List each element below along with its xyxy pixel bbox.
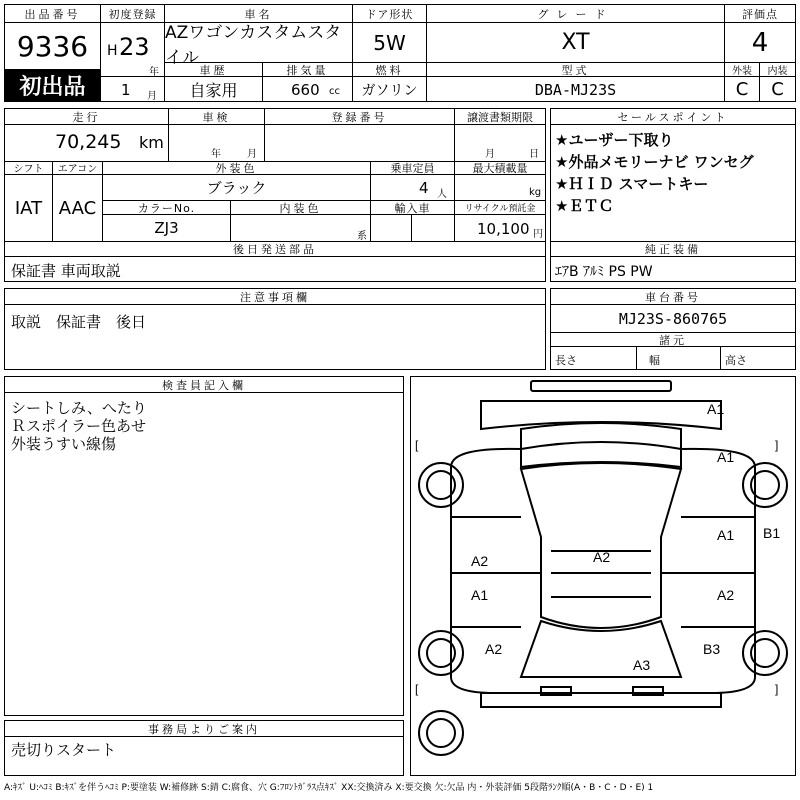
recycle-cell xyxy=(455,215,545,241)
int-color-cell xyxy=(231,215,371,241)
dims-width-label: 幅 xyxy=(649,354,660,367)
front-outline xyxy=(481,401,721,429)
car-name-value: AZワゴンカスタムスタイル xyxy=(165,23,353,63)
car-name-label: 車名 xyxy=(165,5,353,23)
first-reg-label: 初度登録 xyxy=(101,5,165,23)
damage-left-front-door: A2 xyxy=(471,553,489,569)
sales-point-4: ★ＥＴＣ xyxy=(555,197,614,215)
history-label: 車歴 xyxy=(165,63,263,77)
max-load-label: 最大積載量 xyxy=(455,161,545,175)
color-no-value: ZJ3 xyxy=(103,215,231,241)
damage-right-rear-door: A2 xyxy=(717,587,735,603)
shift-value: IAT xyxy=(5,175,53,241)
dims-label: 諸元 xyxy=(551,333,795,347)
interior-grade-value: C xyxy=(771,79,784,100)
notes-label: 注意事項欄 xyxy=(5,289,545,305)
equipment-label: 純正装備 xyxy=(551,241,795,257)
spare-wheel xyxy=(419,711,463,755)
delivery-label: 後日発送部品 xyxy=(5,241,545,257)
dims-height xyxy=(721,347,795,369)
front-glass xyxy=(521,423,681,449)
dims-length-label: 長さ xyxy=(555,354,577,367)
front-bumper-top xyxy=(531,381,671,391)
max-load-unit: kg xyxy=(529,187,542,198)
door-label: ドア形状 xyxy=(353,5,427,23)
transfer-cell xyxy=(455,125,545,161)
wheel-front-right xyxy=(743,463,787,507)
lot-number: 9336 xyxy=(5,23,101,69)
capacity-unit: 人 xyxy=(437,189,447,200)
info-block xyxy=(4,108,546,282)
model-value: DBA-MJ23S xyxy=(427,77,725,102)
damage-front-right-fender: A1 xyxy=(717,449,735,465)
transfer-month-unit: 月 xyxy=(485,149,495,160)
damage-front-bumper: A1 xyxy=(707,401,725,417)
bracket-right-top: ] xyxy=(775,438,779,452)
exterior-grade-value: C xyxy=(725,77,760,102)
first-reg-month-cell xyxy=(101,77,165,102)
sales-point-3: ★ＨＩＤ スマートキー xyxy=(555,175,709,193)
mileage-value: 70,245 xyxy=(55,131,122,153)
bracket-right-bottom: ] xyxy=(775,682,779,696)
inspection-cell xyxy=(169,125,265,161)
int-color-label: 内装色 xyxy=(231,201,371,215)
inspector-label: 検査員記入欄 xyxy=(5,377,403,393)
chassis-value: MJ23S-860765 xyxy=(551,305,795,333)
fuel-value: ガソリン xyxy=(353,77,427,102)
score-value: 4 xyxy=(725,23,795,63)
sales-point-1: ★ユーザー下取り xyxy=(555,131,674,149)
inspector-line-3: 外装うすい線傷 xyxy=(11,435,117,453)
reg-number-cell xyxy=(265,125,455,161)
fuel-label: 燃料 xyxy=(353,63,427,77)
office-block xyxy=(4,720,404,776)
aircon-value: AAC xyxy=(53,175,103,241)
inspection-year-unit: 年 xyxy=(211,149,221,160)
inspection-label: 車検 xyxy=(169,109,265,125)
import-divider xyxy=(411,215,412,241)
capacity-value: 4 xyxy=(419,179,429,197)
mileage-label: 走行 xyxy=(5,109,169,125)
mileage-unit: km xyxy=(139,133,164,152)
equipment-value: ｴｱB ｱﾙﾐ PS PW xyxy=(555,264,653,280)
reg-number-label: 登録番号 xyxy=(265,109,455,125)
office-label: 事務局よりご案内 xyxy=(5,721,403,737)
inspector-line-1: シートしみ、へたり xyxy=(11,399,147,417)
bracket-left-top: [ xyxy=(415,438,419,452)
wheel-rear-left xyxy=(419,631,463,675)
inspector-block xyxy=(4,376,404,716)
wheel-front-left xyxy=(419,463,463,507)
first-reg-year: 23 xyxy=(119,33,150,61)
mileage-cell xyxy=(5,125,169,161)
sales-points-label: セールスポイント xyxy=(551,109,795,125)
ext-color-label: 外装色 xyxy=(103,161,371,175)
notes-block xyxy=(4,288,546,370)
notes-value: 取説 保証書 後日 xyxy=(11,313,147,331)
aircon-label: エアコン xyxy=(53,161,103,175)
interior-grade-label: 内装 xyxy=(760,63,795,77)
first-reg-month: 1 xyxy=(121,81,131,99)
dims-width xyxy=(637,347,721,369)
score-label: 評価点 xyxy=(725,5,795,23)
damage-left-rear-door: A1 xyxy=(471,587,489,603)
door-value: 5W xyxy=(353,23,427,63)
dims-length xyxy=(551,347,637,369)
max-load-cell xyxy=(455,175,545,201)
damage-left-rear-fender: A2 xyxy=(485,641,503,657)
lot-label: 出品番号 xyxy=(5,5,101,23)
first-listing-badge: 初出品 xyxy=(5,69,101,102)
chassis-block xyxy=(550,288,796,370)
displacement-label: 排気量 xyxy=(263,63,353,77)
sales-point-2: ★外品メモリーナビ ワンセグ xyxy=(555,153,754,171)
damage-rear-gate: A3 xyxy=(633,657,651,673)
roof xyxy=(521,463,681,628)
header-block xyxy=(4,4,796,102)
displacement-value: 660 xyxy=(291,81,320,99)
rear-glass xyxy=(521,621,681,677)
bracket-left-bottom: [ xyxy=(415,682,419,696)
history-value: 自家用 xyxy=(165,77,263,102)
color-no-label: カラーNo. xyxy=(103,201,231,215)
transfer-label: 譲渡書類期限 xyxy=(455,109,545,125)
rear-bumper xyxy=(481,693,721,707)
damage-right-step: B1 xyxy=(763,525,781,541)
recycle-unit: 円 xyxy=(533,229,543,240)
delivery-value: 保証書 車両取説 xyxy=(11,262,121,280)
office-value: 売切りスタート xyxy=(11,741,117,759)
first-reg-era: H xyxy=(107,43,118,59)
capacity-label: 乗車定員 xyxy=(371,161,455,175)
capacity-cell xyxy=(371,175,455,201)
sales-block xyxy=(550,108,796,282)
dims-height-label: 高さ xyxy=(725,354,747,367)
shift-label: シフト xyxy=(5,161,53,175)
damage-right-front-door: A1 xyxy=(717,527,735,543)
wheel-rear-right xyxy=(743,631,787,675)
displacement-cell xyxy=(263,77,353,102)
ext-color-value: ブラック xyxy=(103,175,371,201)
transfer-day-unit: 日 xyxy=(529,149,539,160)
first-reg-year-unit: 年 xyxy=(149,67,159,78)
exterior-grade-label: 外装 xyxy=(725,63,760,77)
first-reg-month-unit: 月 xyxy=(147,91,157,102)
recycle-label: リサイクル預託金 xyxy=(455,201,545,215)
spare-wheel-inner xyxy=(427,719,455,747)
legend-footer: A:ｷｽﾞ U:ﾍｺﾐ B:ｷｽﾞを伴うﾍｺﾐ P:要塗装 W:補修跡 S:錆 C:腐食、穴 G:ﾌﾛﾝﾄｶﾞﾗｽ点ｷｽﾞ XX:交換済み X:要交換 欠:欠品 内・外装評価 5段階ﾗﾝｸ順(A・B・C・D・E) 1 xyxy=(4,783,654,793)
first-reg-year-cell xyxy=(101,23,165,77)
displacement-unit: cc xyxy=(329,86,340,97)
recycle-value: 10,100 xyxy=(477,220,530,238)
inspection-month-unit: 月 xyxy=(247,149,257,160)
damage-right-rear-fender: B3 xyxy=(703,641,721,657)
import-cell xyxy=(371,215,455,241)
damage-roof: A2 xyxy=(593,549,611,565)
car-outline xyxy=(411,377,795,775)
int-color-unit: 系 xyxy=(357,231,367,242)
damage-diagram xyxy=(410,376,796,776)
grade-label: グレード xyxy=(427,5,725,23)
chassis-label: 車台番号 xyxy=(551,289,795,305)
model-label: 型式 xyxy=(427,63,725,77)
import-label: 輸入車 xyxy=(371,201,455,215)
grade-value: XT xyxy=(427,23,725,63)
inspector-line-2: Ｒスポイラー色あせ xyxy=(11,417,147,435)
